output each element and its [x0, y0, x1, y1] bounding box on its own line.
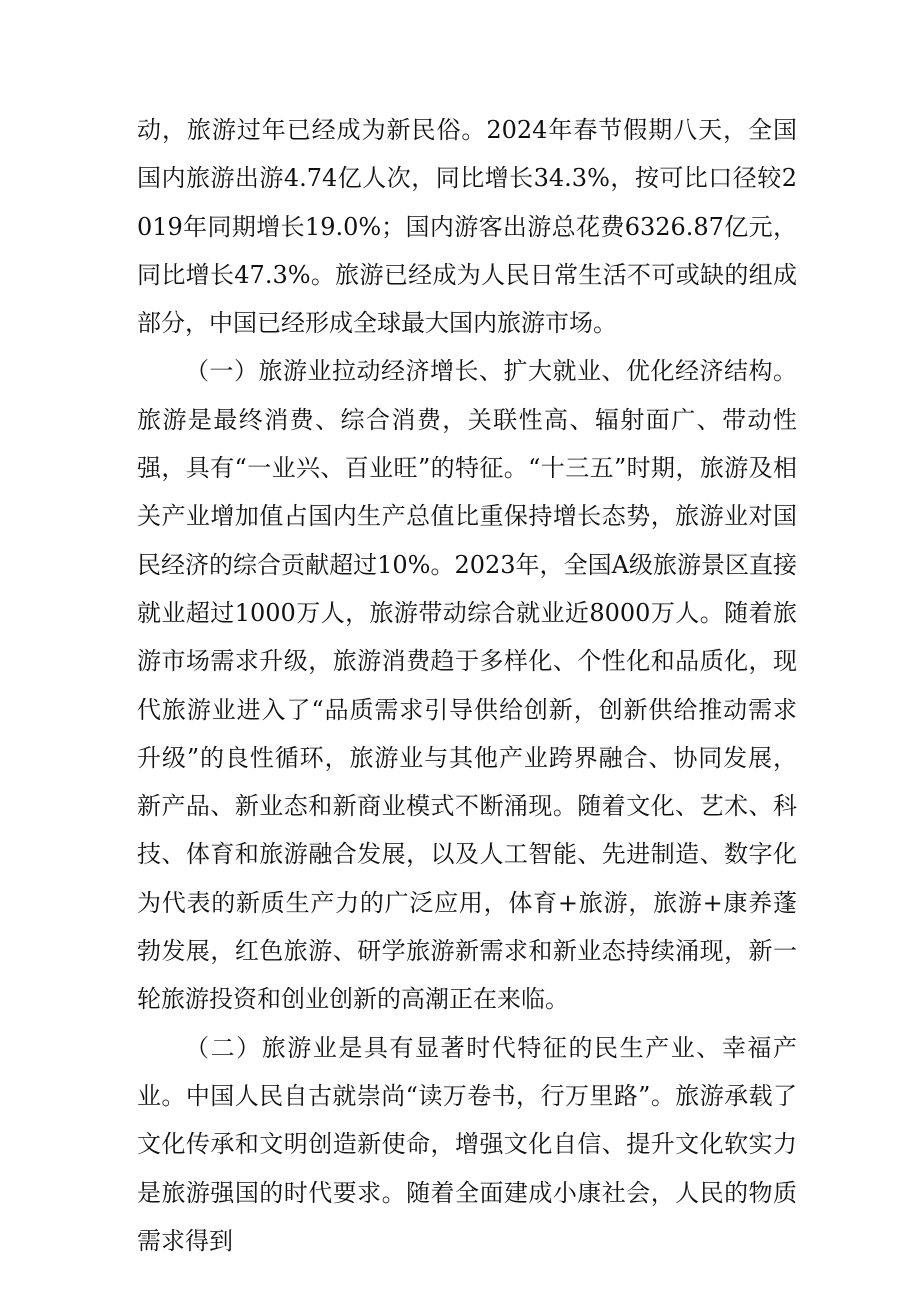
paragraph-continuation: 动，旅游过年已经成为新民俗。2024年春节假期八天，全国国内旅游出游4.74亿人次，同比增长34.3%，按可比口径较2019年同期增长19.0%；国内游客出游总花费6326.87亿元，同比增长47.3%。旅游已经成为人民日常生活不可或缺的组成部分，中国已经形成全球最大国内旅游市场。: [137, 116, 797, 338]
paragraph-section-two: （二）旅游业是具有显著时代特征的民生产业、幸福产业。中国人民自古就崇尚“读万卷书，行万里路”。旅游承载了文化传承和文明创造新使命，增强文化自信、提升文化软实力是旅游强国的时代要求。随着全面建成小康社会，人民的物质需求得到: [137, 1033, 797, 1255]
paragraph-section-one: （一）旅游业拉动经济增长、扩大就业、优化经济结构。旅游是最终消费、综合消费，关联性高、辐射面广、带动性强，具有“一业兴、百业旺”的特征。“十三五”时期，旅游及相关产业增加值占国内生产总值比重保持增长态势，旅游业对国民经济的综合贡献超过10%。2023年，全国A级旅游景区直接就业超过1000万人，旅游带动综合就业近8000万人。随着旅游市场需求升级，旅游消费趋于多样化、个性化和品质化，现代旅游业进入了“品质需求引导供给创新，创新供给推动需求升级”的良性循环，旅游业与其他产业跨界融合、协同发展，新产品、新业态和新商业模式不断涌现。随着文化、艺术、科技、体育和旅游融合发展，以及人工智能、先进制造、数字化为代表的新质生产力的广泛应用，体育+旅游，旅游+康养蓬勃发展，红色旅游、研学旅游新需求和新业态持续涌现，新一轮旅游投资和创业创新的高潮正在来临。: [137, 357, 797, 1014]
body-text: [137, 106, 797, 1265]
